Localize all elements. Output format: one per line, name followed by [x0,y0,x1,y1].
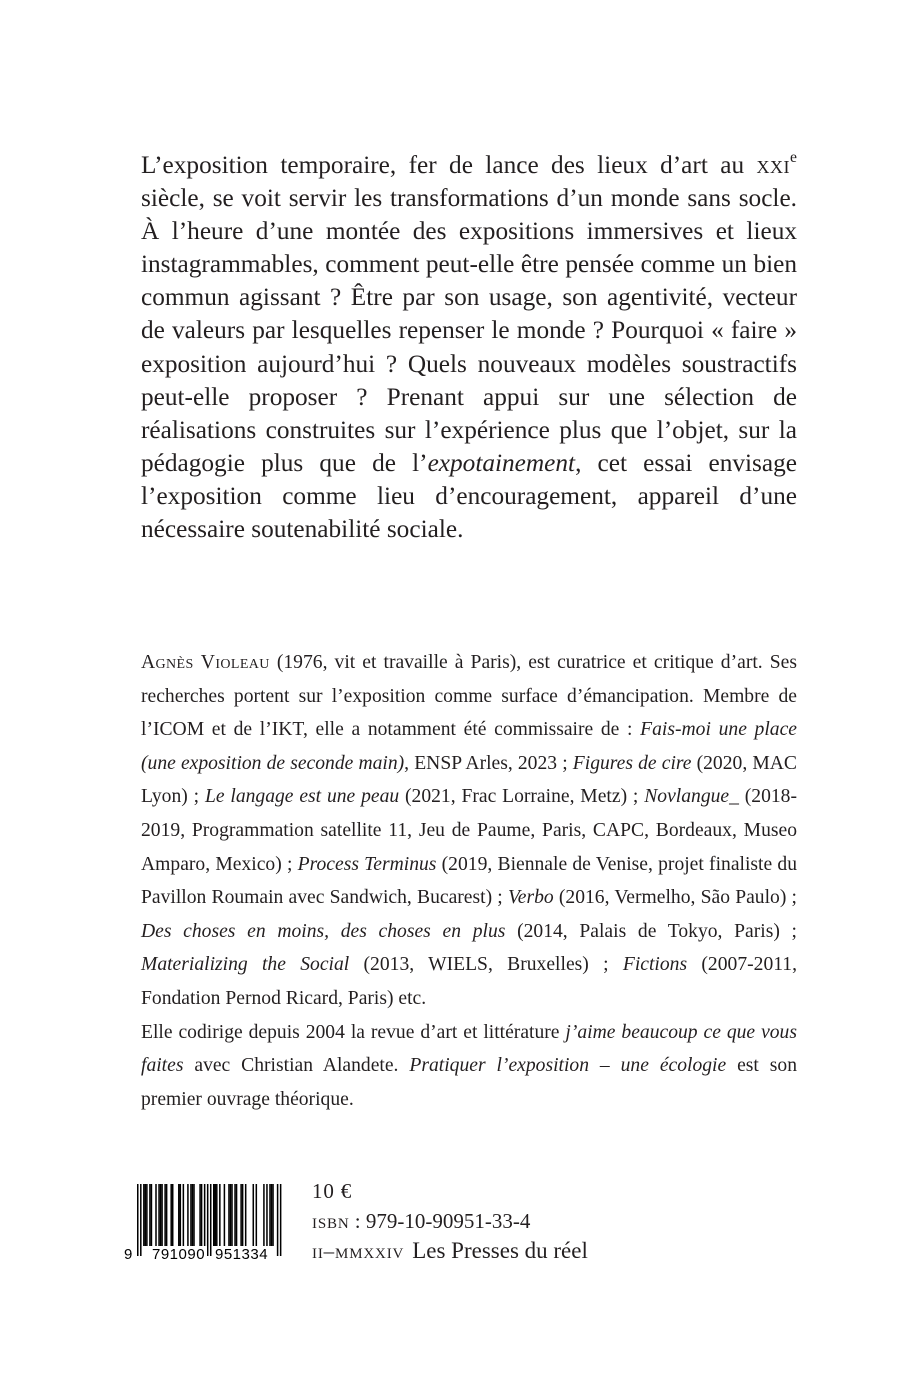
isbn-label: isbn [312,1209,350,1233]
edition-date: ii–mmxxiv [312,1239,405,1263]
bio-text: est son premier ouvrage théorique. [141,1055,797,1110]
italic-title: j’aime beaucoup ce que vous faites [141,1021,797,1077]
bio-text: (2021, Frac Lorraine, Metz) ; [399,786,645,808]
bio-text: (2016, Vermelho, São Paulo) ; [553,887,798,909]
isbn-separator: : [349,1209,366,1233]
italic-title: Le langage est une peau [204,786,400,808]
isbn-line [312,1206,588,1236]
author-bio [141,646,797,1116]
barcode-right-group: 951334 [215,1246,269,1263]
barcode-lead-digit: 9 [124,1246,133,1263]
bio-text: (2020, MAC Lyon) ; [141,752,797,808]
century-superscript: e [790,149,797,167]
blurb-text-3: , cet essai envisage l’exposition comme lieu d’encouragement, appareil d’une nécessaire soutenabilité sociale. [141,448,797,544]
barcode-digits [124,1246,284,1264]
italic-title: Materializing the Social [141,954,350,976]
isbn-value: 979-10-90951-33-4 [365,1209,531,1233]
bio-text: Elle codirige depuis 2004 la revue d’art et littérature [141,1021,566,1043]
italic-title: Novlangue_ [644,786,739,808]
italic-title: Fais-moi une place (une exposition de seconde main) [141,719,797,774]
bio-text: (2007-2011, Fondation Pernod Ricard, Paris) etc. [141,954,798,1009]
publisher-name: Les Presses du réel [412,1238,588,1263]
italic-term: expotainement [427,448,576,477]
bio-paragraph-1 [141,646,797,1016]
italic-title: Fictions [622,954,688,976]
back-cover-blurb [141,149,797,546]
bio-text: , ENSP Arles, 2023 ; [404,752,573,774]
bio-text: (2014, Palais de Tokyo, Paris) ; [505,920,797,942]
price-value: 10 € [312,1179,353,1203]
barcode-left-group: 791090 [152,1246,206,1263]
blurb-text-1: L’exposition temporaire, fer de lance des lieux d’art au [141,151,757,179]
bio-text: (1976, vit et travaille à Paris), est curatrice et critique d’art. Ses recherches portent sur l’exposition comme surface d’émancipation. Membre de l’ICOM et de l’IKT, elle a notamment été commissaire de : [141,652,797,741]
bio-text: (2018-2019, Programmation satellite 11, Jeu de Paume, Paris, CAPC, Bordeaux, Museo Amparo, Mexico) ; [141,786,797,875]
price [312,1176,588,1206]
colophon [312,1176,588,1266]
bio-text: (2013, WIELS, Bruxelles) ; [349,954,623,976]
blurb-paragraph [141,149,797,546]
italic-title: Process Terminus [297,853,437,875]
italic-title: Des choses en moins, des choses en plus [141,920,506,942]
bio-text: (2019, Biennale de Venise, projet finaliste du Pavillon Roumain avec Sandwich, Bucarest) ; [141,853,798,909]
bio-paragraph-2 [141,1016,797,1117]
italic-title: Figures de cire [572,752,692,774]
bio-text: avec Christian Alandete. [183,1055,410,1077]
italic-title: Pratiquer l’exposition – une écologie [409,1055,727,1077]
century-roman: xxi [756,151,791,179]
imprint-line [312,1236,588,1266]
italic-title: Verbo [507,887,554,909]
author-name: Agnès Violeau [141,652,270,673]
isbn-barcode [124,1184,284,1266]
blurb-text-2: siècle, se voit servir les transformations d’un monde sans socle. À l’heure d’une montée des expositions immersives et lieux instagrammables, comment peut-elle être pensée comme un bien commun agissant ? Être par son usage, son agentivité, vecteur de valeurs par lesquelles repenser le monde ? Pourquoi « faire » exposition aujourd’hui ? Quels nouveaux modèles soustractifs peut-elle proposer ? Prenant appui sur une sélection de réalisations construites sur l’expérience plus que l’objet, sur la pédagogie plus que de l’ [141,184,797,477]
